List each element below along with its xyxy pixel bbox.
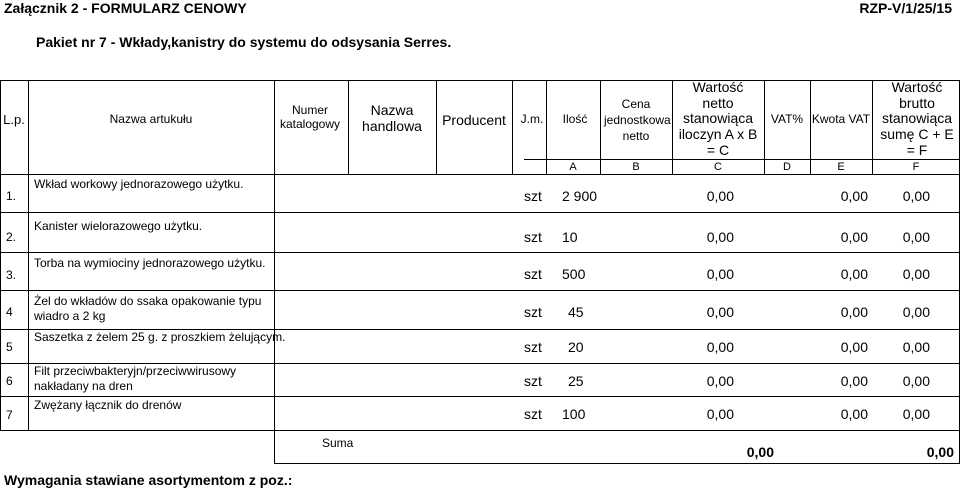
row-name: Saszetka z żelem 25 g. z proszkiem żelującym. bbox=[34, 330, 286, 344]
row-quantity: 500 bbox=[562, 266, 586, 282]
sum-net-value: 0,00 bbox=[746, 444, 774, 460]
row-net-value: 0,00 bbox=[706, 188, 734, 204]
row-lp: 3. bbox=[6, 268, 17, 282]
row-net-value: 0,00 bbox=[706, 373, 734, 389]
row-lp: 5 bbox=[6, 340, 13, 354]
row-unit: szt bbox=[524, 339, 542, 355]
header-article-name: Nazwa artukułu bbox=[109, 112, 193, 126]
row-unit: szt bbox=[524, 304, 542, 320]
row-separator bbox=[0, 290, 960, 291]
row-name: Kanister wielorazowego użytku. bbox=[34, 219, 203, 233]
row-vat-amount: 0,00 bbox=[840, 188, 868, 204]
header-gross-value: Wartość brutto stanowiąca sumę C + E = F bbox=[880, 79, 954, 158]
row-vat-amount: 0,00 bbox=[840, 304, 868, 320]
row-quantity: 10 bbox=[562, 229, 578, 245]
row-gross-value: 0,00 bbox=[902, 304, 930, 320]
row-lp: 2. bbox=[6, 230, 17, 244]
letter-d: D bbox=[783, 161, 791, 173]
col-border bbox=[810, 80, 811, 174]
row-separator bbox=[0, 252, 960, 253]
letter-c: C bbox=[714, 161, 722, 173]
row-quantity: 25 bbox=[568, 373, 584, 389]
letter-b: B bbox=[632, 161, 640, 173]
sum-bottom-border bbox=[274, 463, 960, 464]
row-vat-amount: 0,00 bbox=[840, 373, 868, 389]
row-separator bbox=[0, 396, 960, 397]
col-border bbox=[672, 80, 673, 174]
row-unit: szt bbox=[524, 373, 542, 389]
row-name: Wkład workowy jednorazowego użytku. bbox=[34, 177, 244, 191]
header-lp: L.p. bbox=[3, 112, 25, 127]
row-vat-amount: 0,00 bbox=[840, 406, 868, 422]
col-border bbox=[348, 80, 349, 174]
header-net-value: Wartość netto stanowiąca iloczyn A x B = C bbox=[678, 79, 758, 158]
row-unit: szt bbox=[524, 406, 542, 422]
row-name: Żel do wkładów do ssaka opakowanie typu wiadro a 2 kg bbox=[34, 294, 262, 323]
sum-gross-value: 0,00 bbox=[926, 444, 954, 460]
row-net-value: 0,00 bbox=[706, 339, 734, 355]
row-vat-amount: 0,00 bbox=[840, 229, 868, 245]
col-border bbox=[872, 80, 873, 174]
row-vat-amount: 0,00 bbox=[840, 266, 868, 282]
row-net-value: 0,00 bbox=[706, 229, 734, 245]
rows-bottom-border bbox=[0, 430, 960, 431]
header-unit-price: Cena jednostkowa netto bbox=[604, 97, 671, 144]
header-vat-percent: VAT% bbox=[770, 112, 804, 126]
header-trade-name: Nazwa handlowa bbox=[362, 102, 422, 135]
row-quantity: 45 bbox=[568, 304, 584, 320]
row-quantity: 100 bbox=[562, 406, 586, 422]
col-border bbox=[274, 80, 275, 463]
table-top-border bbox=[0, 80, 960, 81]
row-quantity: 2 900 bbox=[562, 188, 598, 204]
letter-a: A bbox=[569, 161, 577, 173]
row-net-value: 0,00 bbox=[706, 406, 734, 422]
row-name: Torba na wymiociny jednorazowego użytku. bbox=[34, 256, 266, 270]
row-unit: szt bbox=[524, 266, 542, 282]
row-lp: 7 bbox=[6, 408, 13, 422]
row-quantity: 20 bbox=[568, 339, 584, 355]
row-name: Filt przeciwbakteryjn/przeciwwirusowy nakładany na dren bbox=[34, 364, 237, 393]
document-title: Załącznik 2 - FORMULARZ CENOWY bbox=[4, 0, 247, 16]
row-unit: szt bbox=[524, 188, 542, 204]
row-separator bbox=[0, 212, 960, 213]
letter-f: F bbox=[912, 161, 920, 173]
col-border bbox=[28, 80, 29, 430]
row-net-value: 0,00 bbox=[706, 266, 734, 282]
row-gross-value: 0,00 bbox=[902, 339, 930, 355]
package-subtitle: Pakiet nr 7 - Wkłady,kanistry do systemu do odsysania Serres. bbox=[36, 34, 452, 50]
row-lp: 4 bbox=[6, 305, 13, 319]
header-quantity: Ilość bbox=[562, 112, 588, 126]
col-border bbox=[0, 80, 1, 430]
header-producer: Producent bbox=[442, 112, 506, 128]
col-border bbox=[512, 80, 513, 174]
row-gross-value: 0,00 bbox=[902, 266, 930, 282]
requirements-note: Wymagania stawiane asortymentom z poz.: bbox=[4, 472, 293, 488]
header-vat-amount: Kwota VAT bbox=[811, 112, 871, 126]
row-lp: 1. bbox=[6, 189, 17, 203]
row-gross-value: 0,00 bbox=[902, 406, 930, 422]
header-bottom-border bbox=[0, 174, 960, 175]
row-gross-value: 0,00 bbox=[902, 229, 930, 245]
col-border bbox=[546, 80, 547, 174]
header-unit: J.m. bbox=[520, 112, 544, 126]
sum-label: Suma bbox=[322, 436, 354, 450]
col-border bbox=[764, 80, 765, 174]
row-name: Zwężany łącznik do drenów bbox=[34, 398, 182, 412]
row-gross-value: 0,00 bbox=[902, 373, 930, 389]
header-catalog-number: Numer katalogowy bbox=[279, 103, 341, 131]
row-lp: 6 bbox=[6, 374, 13, 388]
document-reference: RZP-V/1/25/15 bbox=[859, 0, 952, 16]
row-vat-amount: 0,00 bbox=[840, 339, 868, 355]
row-gross-value: 0,00 bbox=[902, 188, 930, 204]
col-border bbox=[600, 80, 601, 174]
letter-e: E bbox=[837, 161, 845, 173]
row-net-value: 0,00 bbox=[706, 304, 734, 320]
letters-row-top bbox=[524, 159, 960, 160]
row-unit: szt bbox=[524, 229, 542, 245]
